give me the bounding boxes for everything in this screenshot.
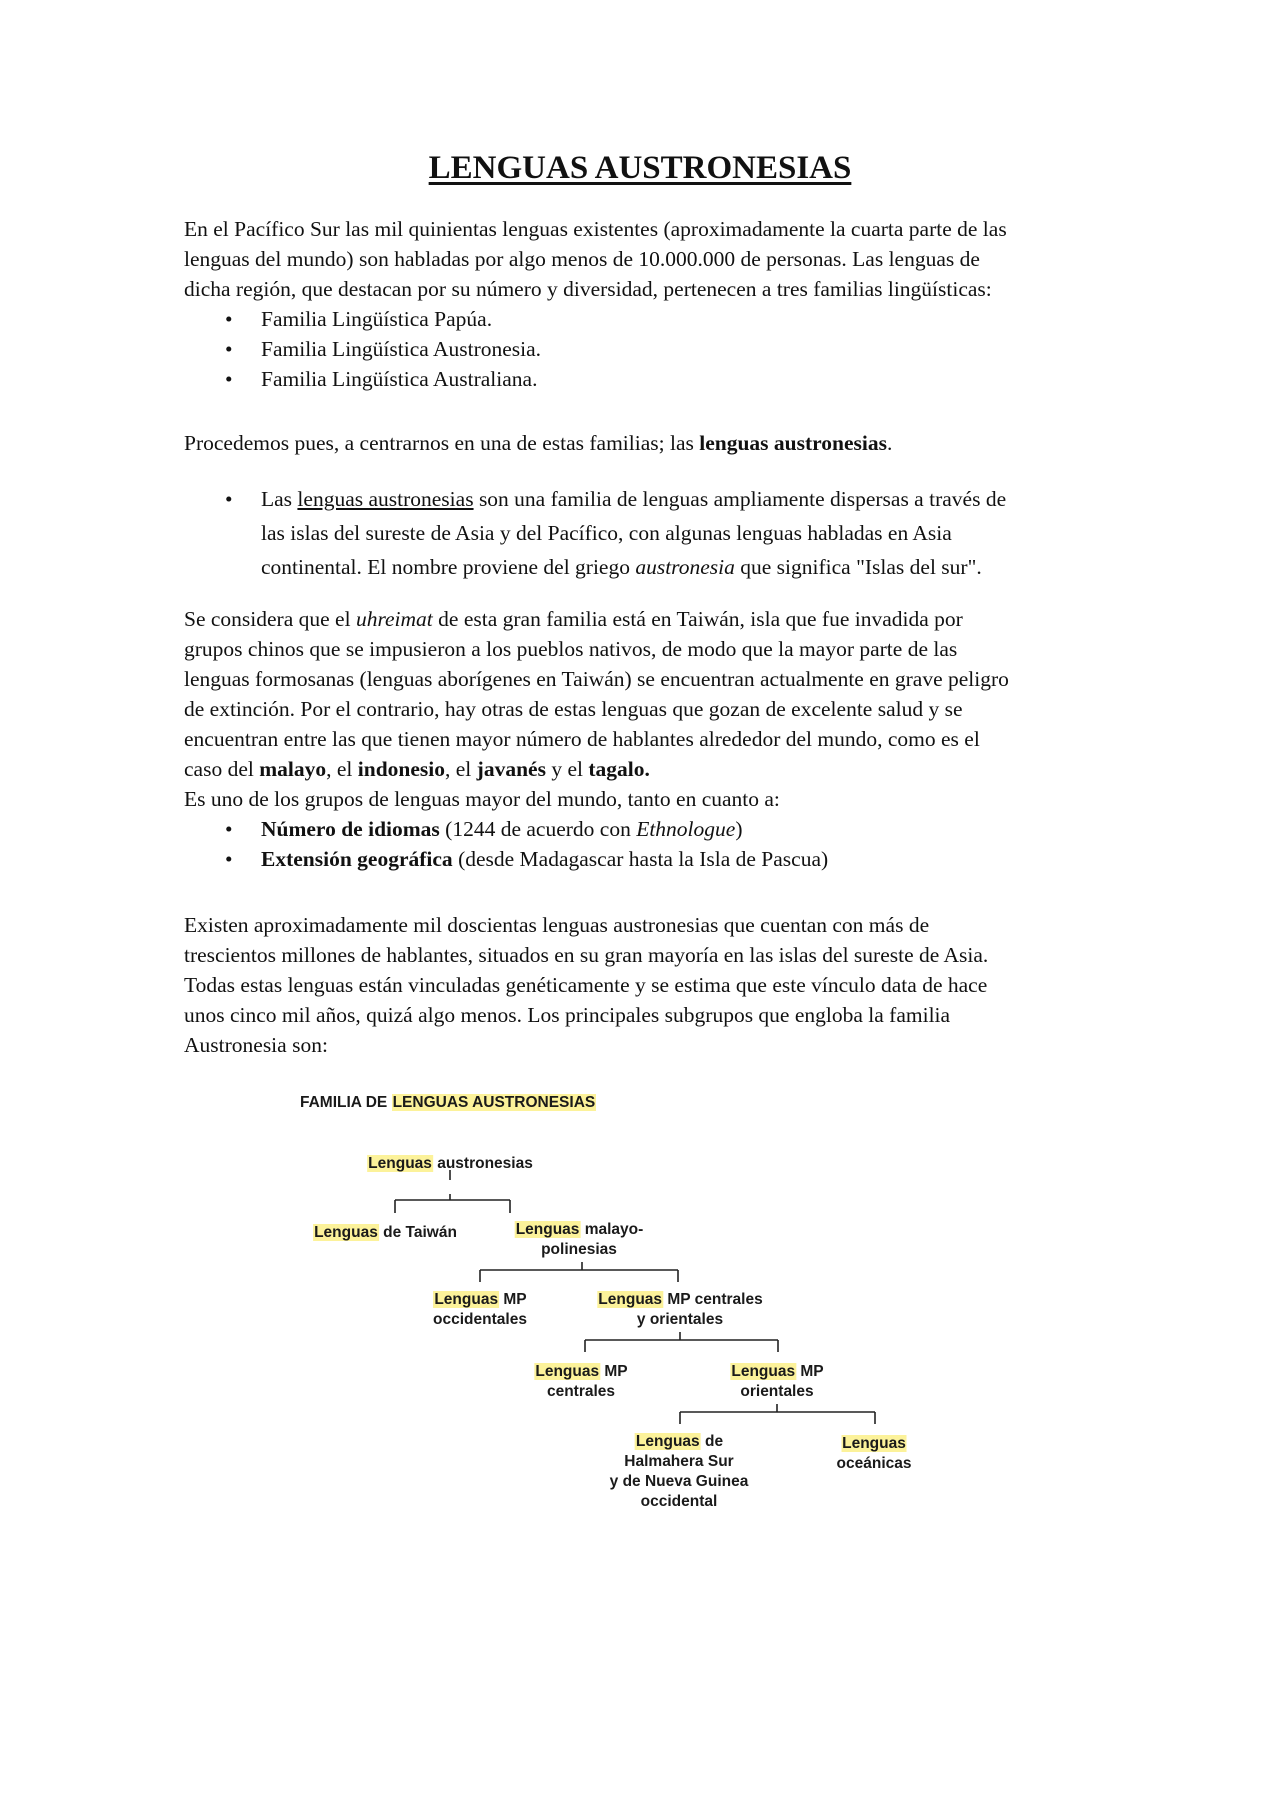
node-oceanicas: Lenguas oceánicas xyxy=(836,1435,912,1472)
node-lenguas-taiwan: Lenguas de Taiwán xyxy=(314,1224,457,1241)
existen-paragraph: Existen aproximadamente mil doscientas lenguas austronesias que cuentan con más de trescientos millones de hablantes, situados en su gran mayoría en las islas del sureste de Asia. Todas estas lenguas están vinculadas genéticamente y se estima que este vínculo data de hace unos cinco mil años, quizá algo menos. Los principales subgrupos que engloba la familia Austronesia son: xyxy=(184,913,989,1057)
bold-term: lenguas austronesias xyxy=(699,431,888,455)
intro-line: lenguas del mundo) son habladas por algo menos de 10.000.000 de personas. Las lenguas de xyxy=(184,247,980,271)
intro-line: dicha región, que destacan por su número y diversidad, pertenecen a tres familias lingüísticas: xyxy=(184,277,992,301)
node-malayo-polinesias: Lenguas malayo- polinesias xyxy=(515,1221,644,1258)
intro-line: En el Pacífico Sur las mil quinientas lenguas existentes (aproximadamente la cuarta parte de las xyxy=(184,217,1007,241)
language-family-tree xyxy=(300,1080,940,1550)
bullet-icon: • xyxy=(225,847,233,871)
node-mp-centrales: Lenguas MP centrales xyxy=(535,1363,628,1400)
intro-paragraph xyxy=(184,214,1096,394)
node-lenguas-austronesias: Lenguas austronesias xyxy=(368,1155,533,1172)
node-mp-centrales-orientales: Lenguas MP centrales y orientales xyxy=(598,1291,763,1328)
italic-term: austronesia xyxy=(635,555,735,579)
page-title: LENGUAS AUSTRONESIAS xyxy=(428,150,852,186)
list-item: • Familia Lingüística Austronesia. xyxy=(184,334,1096,364)
list-item: • Las lenguas austronesias son una familia de lenguas ampliamente dispersas a través de xyxy=(184,482,1096,516)
definition-bullet xyxy=(184,482,1096,584)
families-list xyxy=(184,304,1096,394)
italic-term: uhreimat xyxy=(355,607,433,631)
size-list xyxy=(184,814,1096,874)
list-item: • Familia Lingüística Papúa. xyxy=(184,304,1096,334)
node-mp-orientales: Lenguas MP orientales xyxy=(731,1363,824,1400)
diagram-title: FAMILIA DE LENGUAS AUSTRONESIAS xyxy=(300,1094,596,1111)
node-halmahera-nueva-guinea: Lenguas de Halmahera Sur y de Nueva Guinea occidental xyxy=(609,1433,749,1510)
list-item: • Extensión geográfica (desde Madagascar hasta la Isla de Pascua) xyxy=(184,844,1096,874)
bullet-icon: • xyxy=(225,307,233,331)
list-item: • Familia Lingüística Australiana. xyxy=(184,364,1096,394)
bullet-icon: • xyxy=(225,337,233,361)
list-item: • Número de idiomas (1244 de acuerdo con Ethnologue) xyxy=(184,814,1096,844)
list-item-continuation: continental. El nombre proviene del griego austronesia que significa "Islas del sur". xyxy=(261,555,982,579)
underlined-term: lenguas austronesias xyxy=(297,487,474,511)
bullet-icon: • xyxy=(225,487,233,511)
procedemos-paragraph: Procedemos pues, a centrarnos en una de estas familias; las lenguas austronesias. xyxy=(184,431,893,455)
node-mp-occidentales: Lenguas MP occidentales xyxy=(433,1291,527,1328)
bullet-icon: • xyxy=(225,367,233,391)
uhreimat-paragraph: Se considera que el uhreimat de esta gran familia está en Taiwán, isla que fue invadida por grupos chinos que se impusieron a los pueblos nativos, de modo que la mayor parte de las lenguas formosanas (lenguas aborígenes en Taiwán) se encuentran actualmente en grave peligro de extinción. Por el contrario, hay otras de estas lenguas que gozan de excelente salud y se encuentran entre las que tienen mayor número de hablantes alrededor del mundo, como es el caso del malayo, el indonesio, el javanés y el tagalo. Es uno de los grupos de lenguas mayor del mundo, tanto en cuanto a: • Número de idiomas (1244 de acuerdo con Ethnologue) • Extensión geográfica (desde Madagascar hasta la Isla de Pascua) xyxy=(184,604,1096,874)
bullet-icon: • xyxy=(225,817,233,841)
list-item-continuation: las islas del sureste de Asia y del Pacífico, con algunas lenguas habladas en Asia xyxy=(261,521,952,545)
